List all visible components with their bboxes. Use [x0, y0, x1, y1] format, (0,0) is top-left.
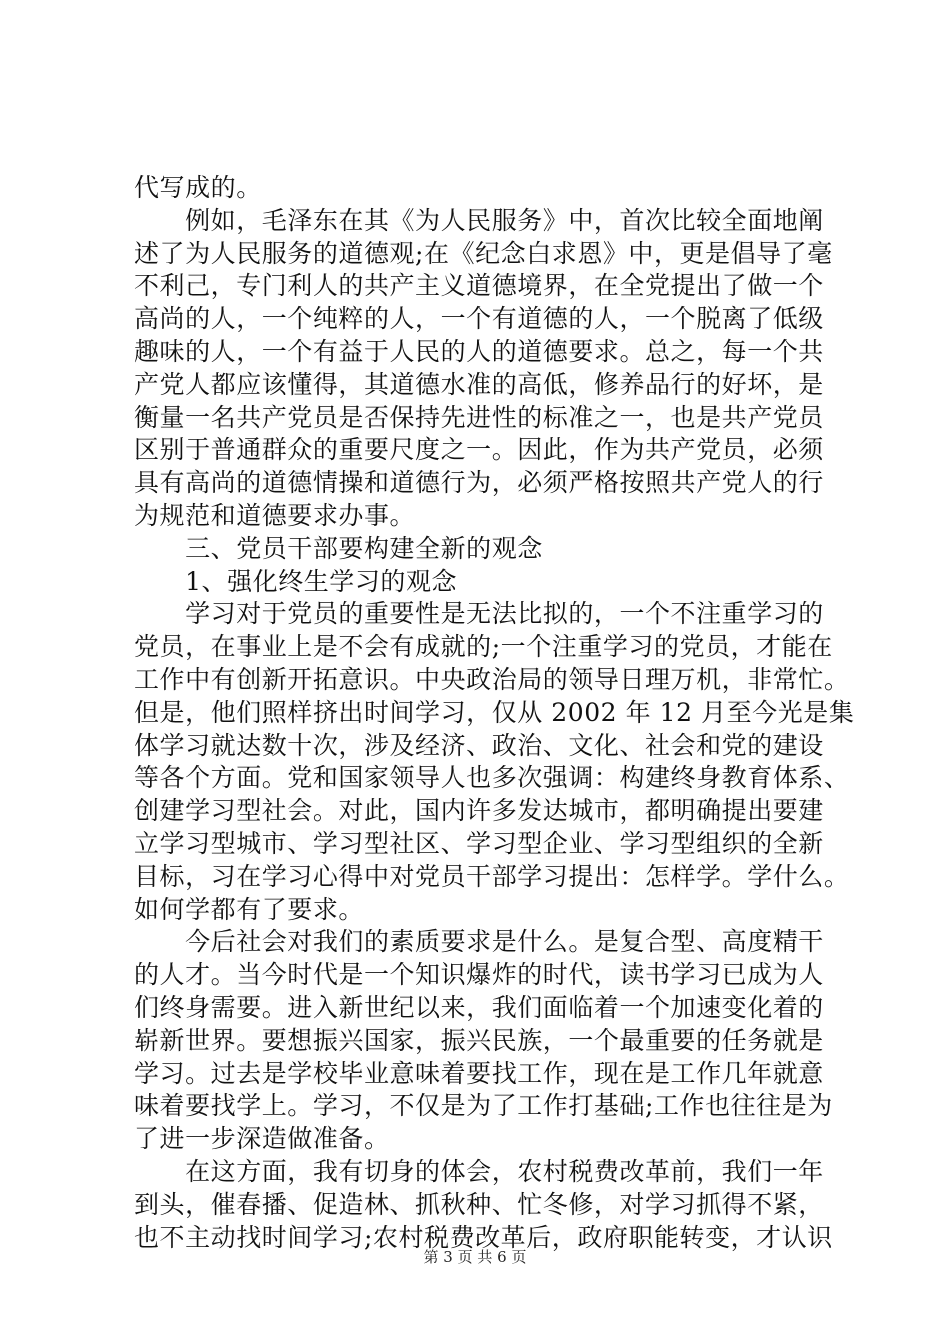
- text-line: 了进一步深造做准备。: [134, 1124, 390, 1154]
- text-line: 也不主动找时间学习;农村税费改革后，政府职能转变，才认识: [134, 1222, 833, 1252]
- text-line: 代写成的。: [134, 173, 262, 202]
- text-line: 等各个方面。党和国家领导人也多次强调：构建终身教育体系、: [134, 763, 850, 793]
- text-line: 味着要找学上。学习，不仅是为了工作打基础;工作也往往是为: [134, 1091, 833, 1121]
- text-line: 衡量一名共产党员是否保持先进性的标准之一，也是共产党员: [134, 402, 824, 432]
- text-line: 们终身需要。进入新世纪以来，我们面临着一个加速变化着的: [134, 992, 824, 1022]
- text-line: 体学习就达数十次，涉及经济、政治、文化、社会和党的建设: [134, 730, 824, 760]
- text-line: 学习对于党员的重要性是无法比拟的，一个不注重学习的: [134, 599, 824, 629]
- text-line: 立学习型城市、学习型社区、学习型企业、学习型组织的全新: [134, 828, 824, 858]
- text-line: 党员，在事业上是不会有成就的;一个注重学习的党员，才能在: [134, 632, 833, 662]
- text-line: 区别于普通群众的重要尺度之一。因此，作为共产党员，必须: [134, 435, 824, 465]
- section-heading: 三、党员干部要构建全新的观念: [134, 533, 543, 563]
- text-line: 为规范和道德要求办事。: [134, 500, 416, 530]
- text-line: 目标，习在学习心得中对党员干部学习提出：怎样学。学什么。: [134, 861, 850, 891]
- text-line: 产党人都应该懂得，其道德水准的高低，修养品行的好坏，是: [134, 369, 824, 399]
- text-line: 创建学习型社会。对此，国内许多发达城市，都明确提出要建: [134, 796, 824, 826]
- text-line: 在这方面，我有切身的体会，农村税费改革前，我们一年: [134, 1156, 824, 1186]
- page-footer: 第 3 页 共 6 页: [423, 1248, 527, 1266]
- text-line: 如何学都有了要求。: [134, 894, 364, 924]
- text-line: 今后社会对我们的素质要求是什么。是复合型、高度精干: [134, 927, 824, 957]
- text-line: 不利己，专门利人的共产主义道德境界，在全党提出了做一个: [134, 271, 824, 301]
- text-line: 崭新世界。要想振兴国家，振兴民族，一个最重要的任务就是: [134, 1025, 824, 1055]
- text-line: 到头，催春播、促造林、抓秋种、忙冬修，对学习抓得不紧，: [134, 1189, 824, 1219]
- text-line: 具有高尚的道德情操和道德行为，必须严格按照共产党人的行: [134, 468, 824, 498]
- text-line: 的人才。当今时代是一个知识爆炸的时代，读书学习已成为人: [134, 960, 824, 990]
- text-line: 趣味的人，一个有益于人民的人的道德要求。总之，每一个共: [134, 336, 824, 366]
- text-line: 工作中有创新开拓意识。中央政治局的领导日理万机，非常忙。: [134, 664, 850, 694]
- body-text: [134, 172, 855, 1254]
- text-line: 学习。过去是学校毕业意味着要找工作，现在是工作几年就意: [134, 1058, 824, 1088]
- text-line: 述了为人民服务的道德观;在《纪念白求恩》中，更是倡导了毫: [134, 238, 833, 268]
- text-line: 但是，他们照样挤出时间学习，仅从 2002 年 12 月至今光是集: [134, 697, 855, 727]
- subsection-heading: 1、强化终生学习的观念: [134, 566, 458, 596]
- text-line: 高尚的人，一个纯粹的人，一个有道德的人，一个脱离了低级: [134, 304, 824, 334]
- text-line: 例如，毛泽东在其《为人民服务》中，首次比较全面地阐: [134, 205, 824, 235]
